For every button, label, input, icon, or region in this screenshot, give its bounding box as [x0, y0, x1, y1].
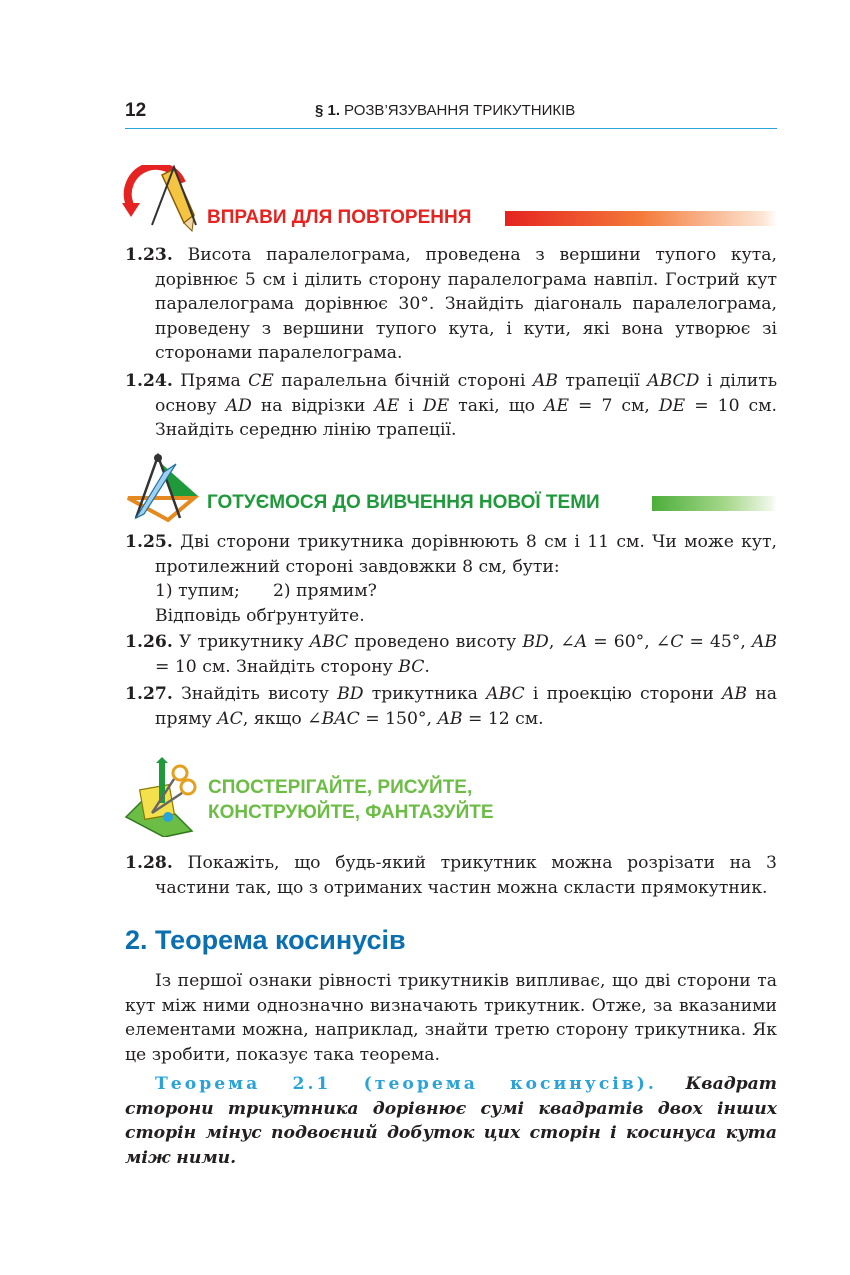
math-var: BD	[522, 632, 549, 652]
theorem-block	[125, 1072, 777, 1170]
text-run: Знайдіть висоту	[181, 684, 329, 704]
math-var: BD	[337, 684, 364, 704]
text-run: і	[408, 395, 414, 416]
text-run: Пряма	[180, 371, 241, 391]
math-var: C	[670, 632, 684, 652]
scissors-pencil-icon	[122, 757, 204, 837]
text-run: , якщо ∠	[242, 708, 322, 729]
math-var: DE	[422, 395, 450, 416]
section-title: РОЗВ’ЯЗУВАННЯ ТРИКУТНИКІВ	[344, 102, 576, 119]
math-var: AB	[437, 708, 463, 729]
exercise-text: Висота паралелограма, проведена з вершини тупого кута, дорівнює 5 см і ділить сторону паралелограма навпіл. Гострий кут паралелограма дорівнює 30°. Знайдіть діагональ паралелограма, проведену з вершини тупого кута, і кути, які вона утворює зі сторонами паралелограма.	[155, 245, 777, 363]
math-var: AD	[225, 395, 252, 416]
exercise-note: Відповідь обґрунтуйте.	[155, 605, 365, 626]
exercise-number: 1.23.	[125, 245, 173, 265]
text-run: = 150°,	[365, 708, 432, 729]
theorem-text: Квадрат сторони трикутника дорівнює сумі квадратів двох інших сторін мінус подвоєний добуток цих сторін і косинуса кута між ними.	[125, 1074, 777, 1168]
theorem-label: Теорема 2.1 (теорема косинусів).	[155, 1074, 657, 1094]
math-var: BC	[398, 656, 425, 677]
option-2: 2) прямим?	[273, 581, 377, 601]
text-run: трикутника	[371, 684, 478, 704]
text-run: = 12 см.	[467, 708, 544, 729]
exercise-1-28	[125, 851, 777, 900]
text-run: .	[424, 656, 430, 677]
compass-triangle-icon	[122, 452, 204, 524]
running-header	[125, 98, 777, 129]
section-title-prepare: ГОТУЄМОСЯ ДО ВИВЧЕННЯ НОВОЇ ТЕМИ	[207, 492, 600, 513]
exercise-number: 1.26.	[125, 632, 173, 652]
section-bar-prepare	[652, 496, 777, 511]
text-run: на пряму	[155, 684, 777, 729]
math-var: AE	[544, 395, 570, 416]
text-run: = 10 см. Знайдіть сторону	[155, 656, 393, 677]
text-run: і ділить основу	[155, 371, 778, 416]
exercise-1-23	[125, 243, 777, 366]
exercise-text: Покажіть, що будь-який трикутник можна розрізати на 3 частини так, що з отриманих частин можна скласти прямокутник.	[155, 853, 777, 898]
math-var: BAC	[321, 708, 360, 729]
exercise-1-25	[125, 530, 777, 628]
chapter-heading: 2. Теорема косинусів	[125, 925, 406, 955]
text-run: такі, що	[458, 395, 536, 416]
math-var: DE	[658, 395, 686, 416]
exercise-text: Дві сторони трикутника дорівнюють 8 см і 11 см. Чи може кут, протилежний стороні завдовжки 8 см, бути:	[155, 532, 777, 577]
math-var: AB	[751, 632, 777, 652]
exercise-1-24	[125, 369, 777, 443]
math-var: CE	[248, 371, 274, 391]
text-run: проведено висоту	[354, 632, 517, 652]
exercise-number: 1.27.	[125, 684, 173, 704]
math-var: ABC	[309, 632, 349, 652]
running-title	[315, 102, 575, 119]
math-var: A	[574, 632, 588, 652]
text-run: = 60°, ∠	[593, 632, 671, 652]
text-run: = 10 см. Знайдіть середню лінію трапеції.	[155, 395, 777, 440]
section-mark: § 1.	[315, 102, 341, 119]
section-title-observe-line2: КОНСТРУЮЙТЕ, ФАНТАЗУЙТЕ	[208, 802, 494, 823]
math-var: AB	[722, 684, 748, 704]
text-run: = 7 см,	[578, 395, 650, 416]
exercise-1-26	[125, 630, 777, 679]
text-run: і проекцію сторони	[532, 684, 714, 704]
page-number: 12	[125, 100, 147, 121]
math-var: AC	[217, 708, 243, 729]
chapter-intro	[125, 969, 777, 1067]
exercise-1-27	[125, 682, 777, 731]
text-run: трапеції	[565, 371, 640, 391]
option-1: 1) тупим;	[155, 581, 240, 601]
section-title-review: ВПРАВИ ДЛЯ ПОВТОРЕННЯ	[207, 207, 472, 228]
exercise-number: 1.25.	[125, 532, 173, 552]
intro-paragraph: Із першої ознаки рівності трикутників випливає, що дві сторони та кут між ними однозначно визначають трикутник. Отже, за вказаними елементами можна, наприклад, знайти третю сторону трикутника. Як це зробити, показує така теорема.	[125, 971, 777, 1065]
compass-pencil-icon	[122, 165, 202, 235]
text-run: = 45°,	[689, 632, 746, 652]
exercise-number: 1.24.	[125, 371, 173, 391]
math-var: AB	[532, 371, 558, 391]
exercise-number: 1.28.	[125, 853, 173, 873]
text-run: , ∠	[548, 632, 575, 652]
text-run: паралельна бічній стороні	[281, 371, 526, 391]
section-bar-review	[505, 211, 777, 226]
text-run: на відрізки	[260, 395, 366, 416]
math-var: ABCD	[647, 371, 700, 391]
text-run: У трикутнику	[178, 632, 304, 652]
section-title-observe-line1: СПОСТЕРІГАЙТЕ, РИСУЙТЕ,	[208, 777, 473, 798]
math-var: ABC	[486, 684, 525, 704]
math-var: AE	[374, 395, 400, 416]
